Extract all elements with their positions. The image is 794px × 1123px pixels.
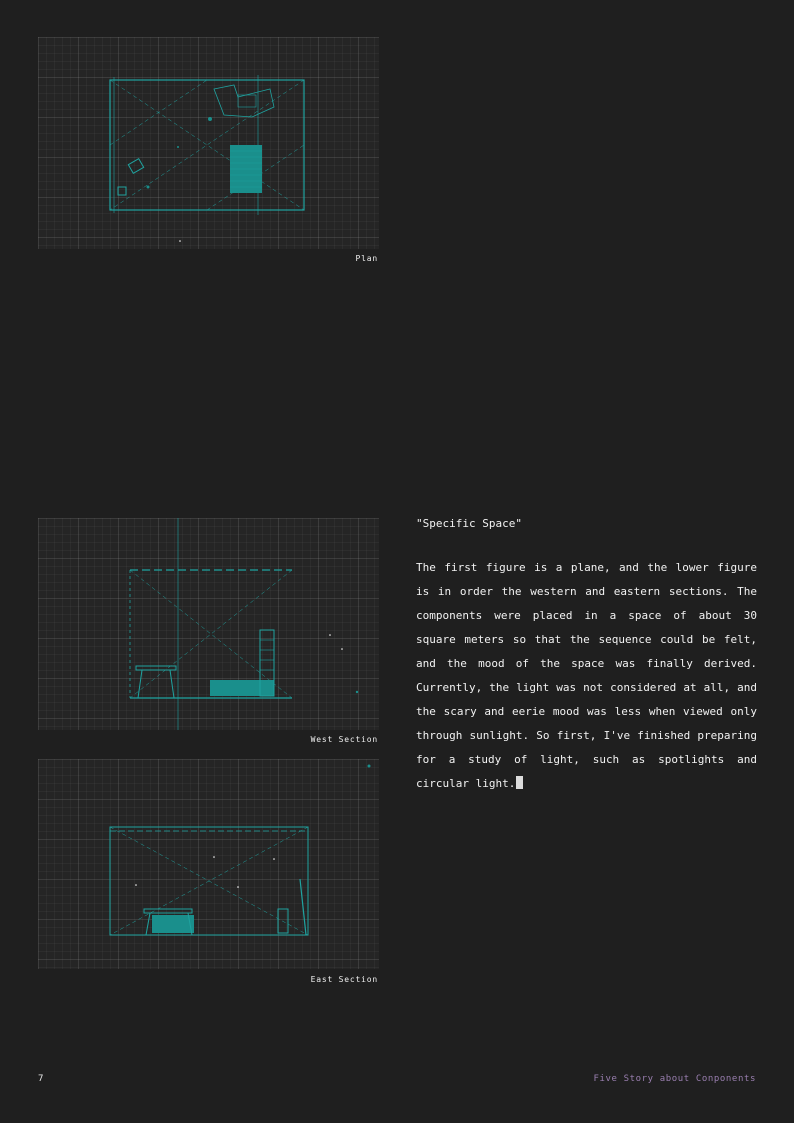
plan-caption: Plan: [355, 254, 378, 263]
body-text: The first figure is a plane, and the lower figure is in order the western and eastern sections. The components were placed in a space of about 30 square meters so that the sequence could be felt, and the mood of the space was finally derived. Currently, the light was not considered at all, and the scary and eerie mood was less when viewed only through sunlight. So first, I've finished preparing for a study of light, such as spotlights and circular light.: [416, 561, 757, 790]
section-title: "Specific Space": [416, 517, 522, 530]
plan-linework: [38, 37, 379, 249]
west-section-linework: [38, 518, 379, 730]
footer-title: Five Story about Conponents: [593, 1074, 756, 1084]
east-section-drawing: [38, 759, 379, 969]
west-section-drawing: [38, 518, 379, 730]
plan-drawing: [38, 37, 379, 249]
east-section-linework: [38, 759, 379, 969]
description-column: [416, 516, 757, 796]
page-number: 7: [38, 1074, 44, 1084]
west-caption: West Section: [310, 735, 378, 744]
east-caption: East Section: [310, 975, 378, 984]
text-cursor: [516, 776, 523, 789]
body-paragraph: [416, 556, 757, 796]
